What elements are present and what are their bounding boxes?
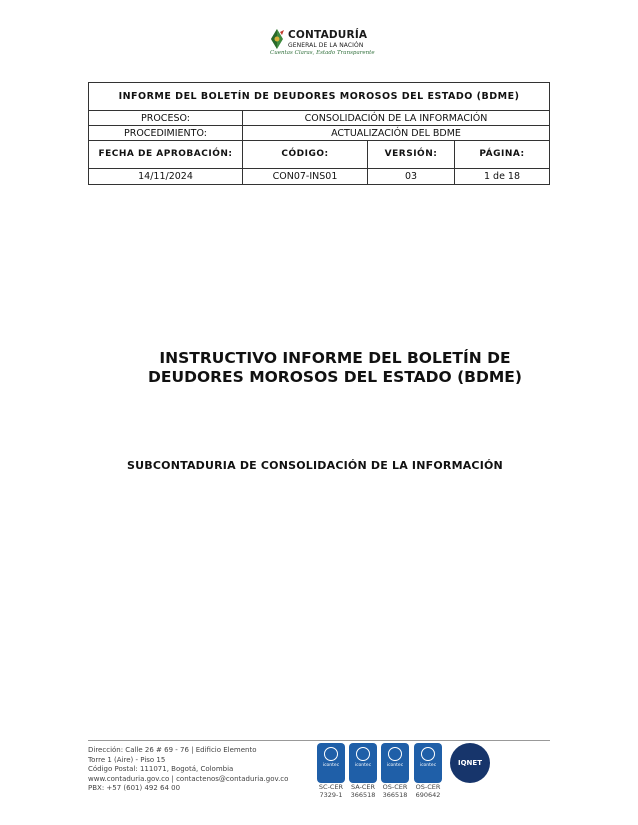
header-title: INFORME DEL BOLETÍN DE DEUDORES MOROSOS DEL ESTADO (BDME)	[89, 83, 550, 111]
footer-web-email: www.contaduria.gov.co | contactenos@contaduria.gov.co	[88, 774, 289, 783]
icontec-cert-badge-1	[317, 743, 345, 783]
cert-brand: icontec	[322, 763, 340, 768]
document-title-line-2: DEUDORES MOROSOS DEL ESTADO (BDME)	[148, 368, 522, 386]
cert-brand: icontec	[386, 763, 404, 768]
cert-brand: icontec	[419, 763, 437, 768]
proceso-value: CONSOLIDACIÓN DE LA INFORMACIÓN	[243, 111, 550, 126]
footer-address: Dirección: Calle 26 # 69 - 76 | Edificio Elemento	[88, 746, 257, 754]
codigo-value: CON07-INS01	[243, 169, 368, 185]
icontec-cert-badge-4	[414, 743, 442, 783]
fecha-label: FECHA DE APROBACIÓN:	[89, 141, 243, 169]
document-title	[100, 349, 570, 387]
logo-emblem-icon	[268, 28, 286, 50]
footer-divider	[88, 740, 550, 741]
certification-seal-icon	[388, 747, 402, 761]
certification-seal-icon	[421, 747, 435, 761]
logo	[268, 28, 378, 58]
cert-code-2: SA-CER 366518	[350, 783, 376, 799]
document-header-table	[88, 82, 550, 185]
logo-subtitle: GENERAL DE LA NACIÓN	[288, 42, 364, 49]
footer-contact	[88, 746, 288, 794]
certification-seal-icon	[356, 747, 370, 761]
logo-title: CONTADURÍA	[288, 29, 368, 41]
cert-code-3: OS-CER 366518	[382, 783, 408, 799]
version-label: VERSIÓN:	[368, 141, 455, 169]
document-title-line-1: INSTRUCTIVO INFORME DEL BOLETÍN DE	[159, 349, 511, 367]
footer-phone: PBX: +57 (601) 492 64 00	[88, 784, 181, 792]
icontec-cert-badge-3	[381, 743, 409, 783]
certification-seal-icon	[324, 747, 338, 761]
icontec-cert-badge-2	[349, 743, 377, 783]
procedimiento-value: ACTUALIZACIÓN DEL BDME	[243, 126, 550, 141]
footer-tower: Torre 1 (Aire) - Piso 15	[88, 755, 166, 764]
document-subtitle: SUBCONTADURIA DE CONSOLIDACIÓN DE LA INFORMACIÓN	[127, 459, 503, 472]
footer-postal: Código Postal: 111071, Bogotá, Colombia	[88, 765, 234, 773]
iqnet-label: IQNET	[458, 759, 482, 767]
cert-brand: icontec	[354, 763, 372, 768]
proceso-label: PROCESO:	[89, 111, 243, 126]
cert-code-1: SC-CER 7329-1	[318, 783, 344, 799]
version-value: 03	[368, 169, 455, 185]
logo-tagline: Cuentas Claras, Estado Transparente	[270, 50, 375, 56]
iqnet-seal	[450, 743, 490, 783]
pagina-value: 1 de 18	[455, 169, 550, 185]
cert-code-4: OS-CER 690642	[415, 783, 441, 799]
codigo-label: CÓDIGO:	[243, 141, 368, 169]
pagina-label: PÁGINA:	[455, 141, 550, 169]
procedimiento-label: PROCEDIMIENTO:	[89, 126, 243, 141]
fecha-value: 14/11/2024	[89, 169, 243, 185]
